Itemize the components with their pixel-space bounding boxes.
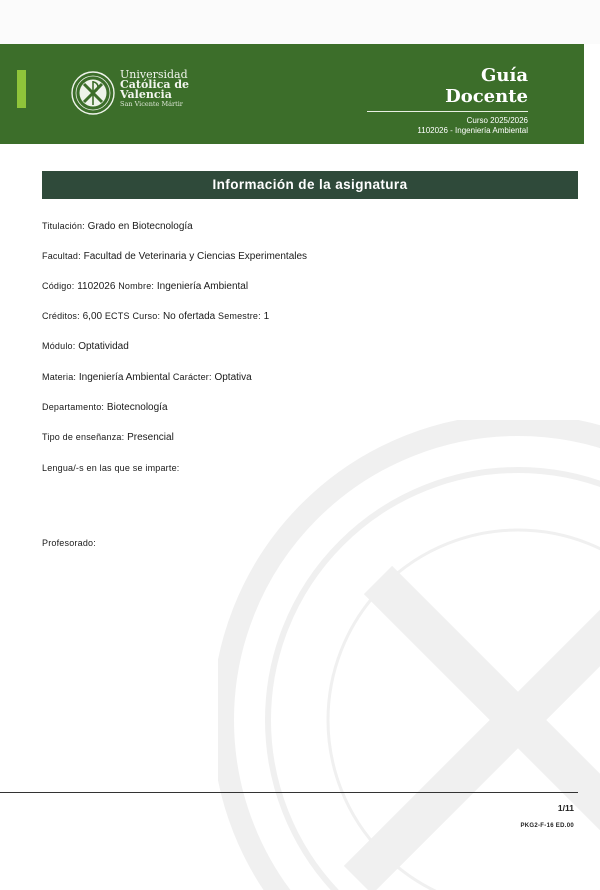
facultad-value: Facultad de Veterinaria y Ciencias Experimentales	[83, 251, 308, 262]
field-titulacion	[42, 221, 193, 232]
lengua-label: Lengua/-s en las que se imparte:	[42, 463, 180, 473]
nombre-value: Ingeniería Ambiental	[156, 281, 249, 292]
codigo-value: 1102026	[77, 281, 116, 292]
materia-value: Ingeniería Ambiental	[78, 372, 171, 383]
university-seal-icon	[70, 70, 116, 116]
footer-divider	[0, 792, 578, 793]
facultad-label: Facultad:	[42, 251, 81, 261]
course-info	[417, 116, 528, 136]
tipo-value: Presencial	[127, 432, 174, 443]
field-modulo	[42, 341, 129, 352]
codigo-label: Código:	[42, 281, 75, 291]
creditos-value: 6,00	[82, 311, 103, 322]
guide-title-line-2: Docente	[445, 86, 528, 107]
guide-title-line-1: Guía	[481, 65, 528, 86]
field-profesorado	[42, 538, 96, 549]
university-line-4: San Vicente Mártir	[120, 100, 183, 108]
guide-title	[445, 65, 528, 107]
profesorado-label: Profesorado:	[42, 538, 96, 548]
caracter-label: Carácter:	[172, 372, 212, 382]
ects-label: ECTS	[104, 311, 130, 321]
curso-value: No ofertada	[162, 311, 216, 322]
university-name	[120, 70, 189, 108]
field-departamento	[42, 402, 168, 413]
document-code: PKG2-F-16 ED.00	[520, 823, 574, 829]
page-number: 1/11	[557, 803, 574, 813]
tipo-label: Tipo de enseñanza:	[42, 432, 125, 442]
field-lengua	[42, 463, 179, 474]
field-codigo	[42, 281, 248, 292]
header-accent-bar	[17, 70, 26, 108]
titulacion-value: Grado en Biotecnología	[87, 221, 193, 232]
caracter-value: Optativa	[214, 372, 252, 383]
field-facultad	[42, 251, 307, 262]
curso-label: Curso:	[132, 311, 161, 321]
top-margin-band	[0, 0, 600, 44]
modulo-value: Optatividad	[78, 341, 129, 352]
section-title-bar: Información de la asignatura	[42, 171, 578, 199]
materia-label: Materia:	[42, 372, 77, 382]
course-code: 1102026 - Ingeniería Ambiental	[417, 126, 528, 135]
semestre-label: Semestre:	[218, 311, 261, 321]
nombre-label: Nombre:	[118, 281, 155, 291]
modulo-label: Módulo:	[42, 341, 76, 351]
header-divider	[367, 111, 528, 112]
creditos-label: Créditos:	[42, 311, 80, 321]
university-line-3: Valencia	[120, 88, 172, 101]
semestre-value: 1	[263, 311, 270, 322]
university-seal-watermark	[218, 420, 600, 890]
document-header	[0, 44, 584, 144]
field-creditos	[42, 311, 269, 322]
departamento-label: Departamento:	[42, 402, 105, 412]
course-year: Curso 2025/2026	[466, 116, 528, 125]
university-line-2: Católica de	[120, 78, 190, 91]
field-materia	[42, 372, 252, 383]
titulacion-label: Titulación:	[42, 221, 85, 231]
departamento-value: Biotecnología	[106, 402, 168, 413]
university-line-1: Universidad	[120, 68, 188, 81]
field-tipo-ensenanza	[42, 432, 174, 443]
